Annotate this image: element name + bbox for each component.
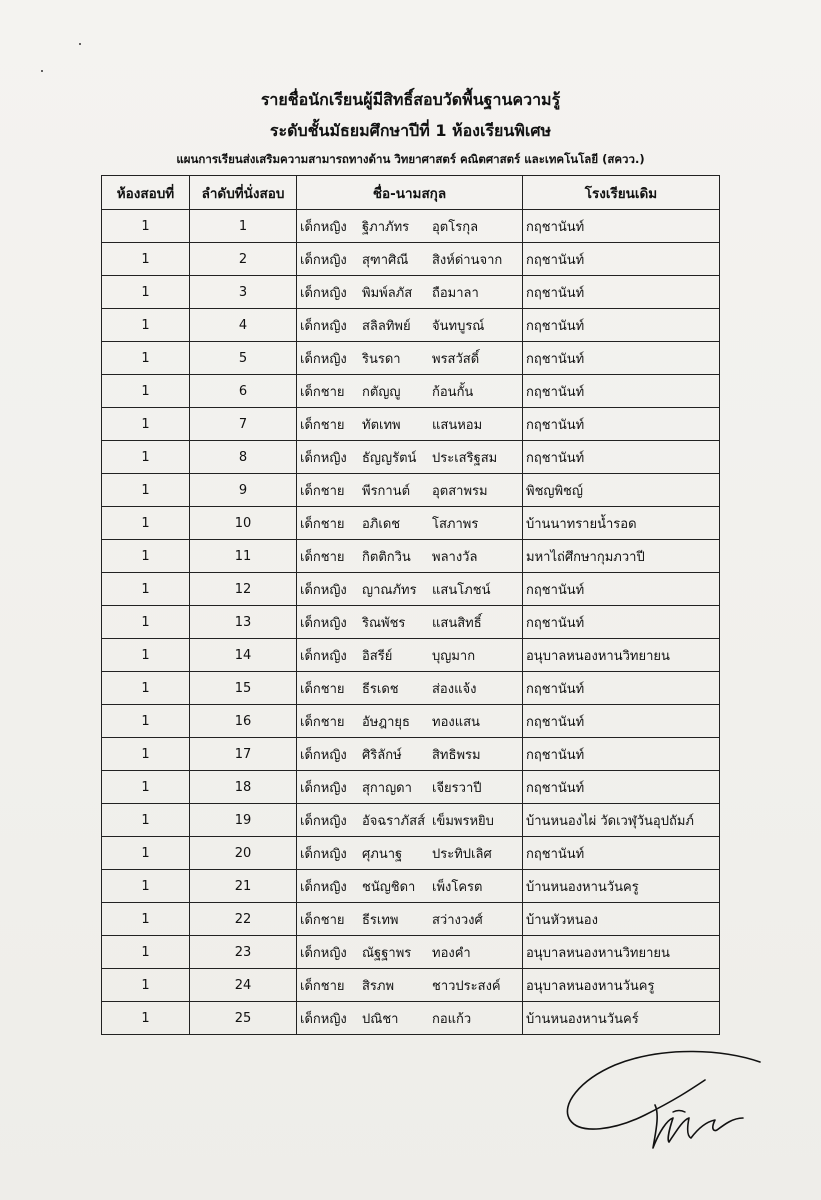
first-name: รินรดา bbox=[362, 351, 401, 367]
first-name: สุกาญดา bbox=[362, 780, 412, 796]
room-cell: 1 bbox=[102, 309, 190, 342]
name-cell bbox=[297, 342, 523, 375]
first-name: อัษฎายุธ bbox=[362, 714, 410, 730]
seat-cell: 14 bbox=[190, 639, 297, 672]
name-prefix: เด็กหญิง bbox=[300, 351, 347, 367]
room-cell: 1 bbox=[102, 672, 190, 705]
room-cell: 1 bbox=[102, 903, 190, 936]
room-cell: 1 bbox=[102, 573, 190, 606]
school-cell: บ้านหนองหานวันคร์ bbox=[523, 1002, 720, 1035]
last-name: ประเสริฐสม bbox=[432, 450, 498, 466]
name-prefix: เด็กหญิง bbox=[300, 780, 347, 796]
first-name: อิสรีย์ bbox=[362, 648, 393, 664]
name-cell bbox=[297, 837, 523, 870]
first-name: กตัญญู bbox=[362, 384, 401, 400]
room-cell: 1 bbox=[102, 375, 190, 408]
name-prefix: เด็กหญิง bbox=[300, 582, 347, 598]
room-cell: 1 bbox=[102, 408, 190, 441]
school-cell: กฤชานันท์ bbox=[523, 342, 720, 375]
room-cell: 1 bbox=[102, 870, 190, 903]
name-prefix: เด็กชาย bbox=[300, 483, 345, 499]
seat-cell: 8 bbox=[190, 441, 297, 474]
last-name: สิงห์ด่านจาก bbox=[432, 252, 503, 268]
first-name: ทัตเทพ bbox=[362, 417, 401, 433]
document-title: รายชื่อนักเรียนผู้มีสิทธิ์สอบวัดพื้นฐานความรู้ bbox=[260, 90, 561, 109]
table-row bbox=[102, 441, 720, 474]
first-name: ธีรเทพ bbox=[362, 912, 399, 928]
room-cell: 1 bbox=[102, 507, 190, 540]
table-row bbox=[102, 672, 720, 705]
school-cell: กฤชานันท์ bbox=[523, 771, 720, 804]
first-name: ชนัญชิดา bbox=[362, 879, 416, 895]
name-prefix: เด็กหญิง bbox=[300, 879, 347, 895]
seat-cell: 25 bbox=[190, 1002, 297, 1035]
paper-speck bbox=[41, 70, 43, 72]
name-cell bbox=[297, 507, 523, 540]
seat-cell: 21 bbox=[190, 870, 297, 903]
school-cell: อนุบาลหนองหานวิทยายน bbox=[523, 936, 720, 969]
school-cell: กฤชานันท์ bbox=[523, 243, 720, 276]
first-name: พิมพ์ลภัส bbox=[362, 285, 413, 301]
name-cell bbox=[297, 870, 523, 903]
seat-cell: 3 bbox=[190, 276, 297, 309]
table-row bbox=[102, 705, 720, 738]
table-row bbox=[102, 771, 720, 804]
school-cell: บ้านหัวหนอง bbox=[523, 903, 720, 936]
table-row bbox=[102, 408, 720, 441]
name-cell bbox=[297, 210, 523, 243]
table-row bbox=[102, 210, 720, 243]
seat-cell: 23 bbox=[190, 936, 297, 969]
header-school: โรงเรียนเดิม bbox=[523, 176, 720, 210]
header-room: ห้องสอบที่ bbox=[102, 176, 190, 210]
school-cell: กฤชานันท์ bbox=[523, 441, 720, 474]
name-cell bbox=[297, 309, 523, 342]
student-list-table bbox=[101, 175, 720, 1035]
name-prefix: เด็กหญิง bbox=[300, 219, 347, 235]
name-prefix: เด็กชาย bbox=[300, 417, 345, 433]
name-prefix: เด็กหญิง bbox=[300, 252, 347, 268]
seat-cell: 13 bbox=[190, 606, 297, 639]
seat-cell: 18 bbox=[190, 771, 297, 804]
last-name: กอแก้ว bbox=[432, 1011, 472, 1027]
table-row bbox=[102, 276, 720, 309]
room-cell: 1 bbox=[102, 210, 190, 243]
name-prefix: เด็กหญิง bbox=[300, 318, 347, 334]
room-cell: 1 bbox=[102, 1002, 190, 1035]
room-cell: 1 bbox=[102, 936, 190, 969]
name-prefix: เด็กชาย bbox=[300, 714, 345, 730]
name-cell bbox=[297, 408, 523, 441]
last-name: พรสวัสดิ์ bbox=[432, 351, 480, 367]
seat-cell: 1 bbox=[190, 210, 297, 243]
seat-cell: 2 bbox=[190, 243, 297, 276]
school-cell: กฤชานันท์ bbox=[523, 408, 720, 441]
first-name: ปณิชา bbox=[362, 1011, 399, 1027]
school-cell: กฤชานันท์ bbox=[523, 606, 720, 639]
name-cell bbox=[297, 738, 523, 771]
table-row bbox=[102, 639, 720, 672]
school-cell: พิชญพิชญ์ bbox=[523, 474, 720, 507]
first-name: ณัฐฐาพร bbox=[362, 945, 412, 961]
room-cell: 1 bbox=[102, 606, 190, 639]
school-cell: กฤชานันท์ bbox=[523, 738, 720, 771]
table-row bbox=[102, 936, 720, 969]
table-row bbox=[102, 243, 720, 276]
first-name: พีรกานต์ bbox=[362, 483, 411, 499]
name-cell bbox=[297, 243, 523, 276]
seat-cell: 11 bbox=[190, 540, 297, 573]
room-cell: 1 bbox=[102, 738, 190, 771]
first-name: สิรภพ bbox=[362, 978, 395, 994]
name-cell bbox=[297, 573, 523, 606]
school-cell: อนุบาลหนองหานวันครู bbox=[523, 969, 720, 1002]
name-prefix: เด็กหญิง bbox=[300, 747, 347, 763]
room-cell: 1 bbox=[102, 705, 190, 738]
seat-cell: 24 bbox=[190, 969, 297, 1002]
seat-cell: 10 bbox=[190, 507, 297, 540]
name-cell bbox=[297, 771, 523, 804]
school-cell: บ้านนาทรายน้ำรอด bbox=[523, 507, 720, 540]
name-prefix: เด็กหญิง bbox=[300, 1011, 347, 1027]
name-prefix: เด็กชาย bbox=[300, 384, 345, 400]
table-row bbox=[102, 606, 720, 639]
school-cell: กฤชานันท์ bbox=[523, 309, 720, 342]
name-prefix: เด็กชาย bbox=[300, 912, 345, 928]
name-cell bbox=[297, 441, 523, 474]
signature-mark bbox=[555, 1020, 775, 1170]
table-row bbox=[102, 474, 720, 507]
table-row bbox=[102, 540, 720, 573]
name-prefix: เด็กหญิง bbox=[300, 945, 347, 961]
seat-cell: 7 bbox=[190, 408, 297, 441]
name-cell bbox=[297, 276, 523, 309]
first-name: ศุภนาฐ bbox=[362, 846, 403, 862]
seat-cell: 19 bbox=[190, 804, 297, 837]
last-name: ทองแสน bbox=[432, 714, 480, 730]
school-cell: กฤชานันท์ bbox=[523, 837, 720, 870]
name-cell bbox=[297, 804, 523, 837]
table-row bbox=[102, 573, 720, 606]
school-cell: กฤชานันท์ bbox=[523, 375, 720, 408]
seat-cell: 20 bbox=[190, 837, 297, 870]
table-body bbox=[102, 210, 720, 1035]
room-cell: 1 bbox=[102, 474, 190, 507]
table-header-row bbox=[102, 176, 720, 210]
first-name: ศิริลักษ์ bbox=[362, 747, 402, 763]
name-prefix: เด็กชาย bbox=[300, 681, 345, 697]
table-row bbox=[102, 804, 720, 837]
room-cell: 1 bbox=[102, 276, 190, 309]
first-name: ธีรเดช bbox=[362, 681, 399, 697]
name-cell bbox=[297, 672, 523, 705]
first-name: กิตติกวิน bbox=[362, 549, 411, 565]
first-name: ฐิภาภัทร bbox=[362, 219, 410, 235]
name-cell bbox=[297, 474, 523, 507]
room-cell: 1 bbox=[102, 342, 190, 375]
name-prefix: เด็กหญิง bbox=[300, 285, 347, 301]
last-name: ประทิปเลิศ bbox=[432, 846, 492, 862]
name-prefix: เด็กชาย bbox=[300, 549, 345, 565]
seat-cell: 9 bbox=[190, 474, 297, 507]
room-cell: 1 bbox=[102, 969, 190, 1002]
room-cell: 1 bbox=[102, 837, 190, 870]
last-name: เพ็งโครต bbox=[432, 879, 483, 895]
seat-cell: 5 bbox=[190, 342, 297, 375]
table-row bbox=[102, 375, 720, 408]
last-name: บุญมาก bbox=[432, 648, 476, 664]
last-name: แสนโภชน์ bbox=[432, 582, 491, 598]
table-row bbox=[102, 738, 720, 771]
table-row bbox=[102, 507, 720, 540]
table-row bbox=[102, 870, 720, 903]
first-name: ริณพัชร bbox=[362, 615, 406, 631]
name-prefix: เด็กหญิง bbox=[300, 450, 347, 466]
first-name: อภิเดช bbox=[362, 516, 401, 532]
last-name: ชาวประสงค์ bbox=[432, 978, 501, 994]
seat-cell: 16 bbox=[190, 705, 297, 738]
paper-speck bbox=[79, 43, 81, 45]
last-name: เข็มพรหยิบ bbox=[432, 813, 494, 829]
document-subtitle: ระดับชั้นมัธยมศึกษาปีที่ 1 ห้องเรียนพิเศษ bbox=[269, 121, 552, 140]
header-seat: ลำดับที่นั่งสอบ bbox=[190, 176, 297, 210]
last-name: โสภาพร bbox=[432, 516, 479, 532]
seat-cell: 12 bbox=[190, 573, 297, 606]
school-cell: กฤชานันท์ bbox=[523, 210, 720, 243]
last-name: แสนสิทธิ์ bbox=[432, 615, 482, 631]
last-name: ส่องแจ้ง bbox=[432, 681, 477, 697]
table-row bbox=[102, 342, 720, 375]
last-name: สิทธิพรม bbox=[432, 747, 481, 763]
name-prefix: เด็กชาย bbox=[300, 978, 345, 994]
room-cell: 1 bbox=[102, 243, 190, 276]
school-cell: กฤชานันท์ bbox=[523, 672, 720, 705]
name-cell bbox=[297, 639, 523, 672]
first-name: สุฑาศิณี bbox=[362, 252, 409, 268]
last-name: ถือมาลา bbox=[432, 285, 479, 301]
school-cell: มหาไถ่ศึกษากุมภวาปี bbox=[523, 540, 720, 573]
name-prefix: เด็กหญิง bbox=[300, 846, 347, 862]
last-name: ทองคำ bbox=[432, 945, 471, 961]
room-cell: 1 bbox=[102, 639, 190, 672]
name-prefix: เด็กหญิง bbox=[300, 813, 347, 829]
first-name: ญาณภัทร bbox=[362, 582, 417, 598]
name-prefix: เด็กหญิง bbox=[300, 648, 347, 664]
room-cell: 1 bbox=[102, 540, 190, 573]
name-cell bbox=[297, 606, 523, 639]
seat-cell: 17 bbox=[190, 738, 297, 771]
room-cell: 1 bbox=[102, 441, 190, 474]
name-prefix: เด็กชาย bbox=[300, 516, 345, 532]
last-name: สว่างวงศ์ bbox=[432, 912, 483, 928]
header-name: ชื่อ-นามสกุล bbox=[297, 176, 523, 210]
name-prefix: เด็กหญิง bbox=[300, 615, 347, 631]
seat-cell: 15 bbox=[190, 672, 297, 705]
seat-cell: 22 bbox=[190, 903, 297, 936]
last-name: แสนหอม bbox=[432, 417, 483, 433]
room-cell: 1 bbox=[102, 771, 190, 804]
name-cell bbox=[297, 540, 523, 573]
table-row bbox=[102, 309, 720, 342]
first-name: ธัญญรัตน์ bbox=[362, 450, 417, 466]
name-cell bbox=[297, 969, 523, 1002]
last-name: พลางวัล bbox=[432, 549, 478, 565]
table-row bbox=[102, 903, 720, 936]
name-cell bbox=[297, 903, 523, 936]
school-cell: กฤชานันท์ bbox=[523, 276, 720, 309]
last-name: อุตสาพรม bbox=[432, 483, 488, 499]
table-row bbox=[102, 969, 720, 1002]
school-cell: กฤชานันท์ bbox=[523, 705, 720, 738]
first-name: อัจฉราภัสส์ bbox=[362, 813, 426, 829]
school-cell: อนุบาลหนองหานวิทยายน bbox=[523, 639, 720, 672]
name-cell bbox=[297, 705, 523, 738]
last-name: เจียรวาปี bbox=[432, 780, 482, 796]
name-cell bbox=[297, 375, 523, 408]
name-cell bbox=[297, 936, 523, 969]
school-cell: บ้านหนองหานวันครู bbox=[523, 870, 720, 903]
school-cell: บ้านหนองไผ่ วัดเวฬุวันอุปถัมภ์ bbox=[523, 804, 720, 837]
room-cell: 1 bbox=[102, 804, 190, 837]
last-name: อุตโรกุล bbox=[432, 219, 479, 235]
document-program-line: แผนการเรียนส่งเสริมความสามารถทางด้าน วิทยาศาสตร์ คณิตศาสตร์ และเทคโนโลยี (สควว.) bbox=[176, 152, 645, 166]
school-cell: กฤชานันท์ bbox=[523, 573, 720, 606]
last-name: ก้อนกั้น bbox=[432, 384, 474, 400]
first-name: สลิลทิพย์ bbox=[362, 318, 411, 334]
table-row bbox=[102, 837, 720, 870]
last-name: จันทบูรณ์ bbox=[432, 318, 485, 334]
name-cell bbox=[297, 1002, 523, 1035]
seat-cell: 6 bbox=[190, 375, 297, 408]
seat-cell: 4 bbox=[190, 309, 297, 342]
